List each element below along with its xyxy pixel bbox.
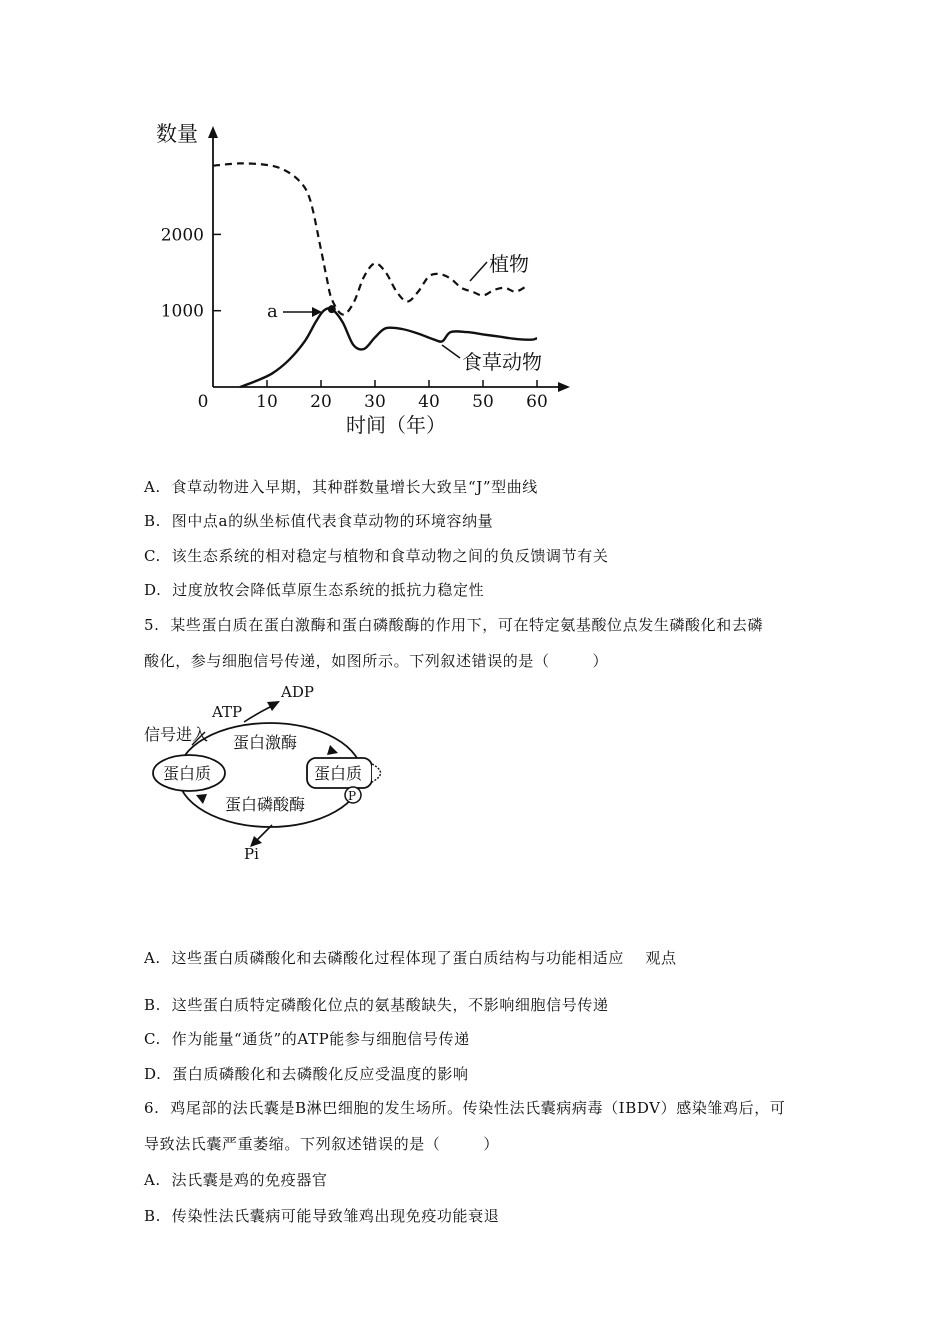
x-tick-label: 0 [197,392,209,412]
q6-option-a: A. 法氏囊是鸡的免疫器官 [144,1171,328,1189]
x-tick-label: 30 [364,392,386,412]
q4-option-c: C. 该生态系统的相对稳定与植物和食草动物之间的负反馈调节有关 [144,547,609,565]
atp-adp-arrow [244,707,270,722]
series-label-plant: 植物 [489,252,529,276]
y-tick-label: 2000 [160,225,204,246]
y-axis-label: 数量 [156,122,198,146]
series-line-herbivore [240,308,537,387]
q6-stem-line-1: 6. 鸡尾部的法氏囊是B淋巴细胞的发生场所。传染性法氏囊病病毒（IBDV）感染雏鸡后，可 [144,1099,786,1117]
adp-arrowhead [267,701,280,711]
phosphorylation-diagram [0,675,950,875]
point-a-marker [328,305,336,313]
q6-option-b: B. 传染性法氏囊病可能导致雏鸡出现免疫功能衰退 [144,1207,500,1225]
q5-option-d: D. 蛋白质磷酸化和去磷酸化反应受温度的影响 [144,1065,469,1083]
phosphate-label: P [348,789,357,803]
point-label-a: a [267,301,278,322]
q4-option-d: D. 过度放牧会降低草原生态系统的抵抗力稳定性 [144,581,485,599]
x-tick-label: 50 [472,392,494,412]
protein-right-label: 蛋白质 [314,764,363,783]
atp-label: ATP [212,703,243,721]
y-axis-arrow [208,126,218,138]
y-tick-label: 1000 [160,301,204,322]
phosphatase-arrowhead [196,794,207,804]
x-tick-label: 40 [418,392,440,412]
series-line-plant [213,163,526,314]
x-tick-label: 20 [310,392,332,412]
series-label-herbivore: 食草动物 [462,350,542,374]
q5-option-b: B. 这些蛋白质特定磷酸化位点的氨基酸缺失，不影响细胞信号传递 [144,996,609,1014]
chart-texts [156,122,548,437]
pi-label: Pi [244,845,259,863]
q4-option-a: A. 食草动物进入早期，其种群数量增长大致呈“J”型曲线 [144,478,538,496]
x-axis-arrow [558,382,570,392]
population-chart [0,0,950,450]
q5-stem-line-2: 酸化，参与细胞信号传递，如图所示。下列叙述错误的是（ ） [144,652,609,670]
q6-stem-line-2: 导致法氏囊严重萎缩。下列叙述错误的是（ ） [144,1135,499,1153]
adp-label: ADP [281,683,314,701]
protein-right-notch [372,764,381,782]
signal-label: 信号进入 [144,725,209,744]
protein-left-label: 蛋白质 [163,764,212,783]
x-tick-label: 10 [256,392,278,412]
x-tick-label: 60 [526,392,548,412]
phosphatase-label: 蛋白磷酸酶 [225,795,306,814]
q4-option-b: B. 图中点a的纵坐标值代表食草动物的环境容纳量 [144,512,494,530]
kinase-label: 蛋白激酶 [233,733,298,752]
kinase-arrowhead [327,745,338,755]
x-axis-label: 时间（年） [346,413,446,437]
plant-label-leader [470,262,487,281]
q5-option-a: A. 这些蛋白质磷酸化和去磷酸化过程体现了蛋白质结构与功能相适应 观点 [144,949,677,967]
q5-option-c: C. 作为能量“通货”的ATP能参与细胞信号传递 [144,1030,470,1048]
herbivore-label-leader [442,345,460,358]
q5-stem-line-1: 5. 某些蛋白质在蛋白激酶和蛋白磷酸酶的作用下，可在特定氨基酸位点发生磷酸化和去磷 [144,616,764,634]
